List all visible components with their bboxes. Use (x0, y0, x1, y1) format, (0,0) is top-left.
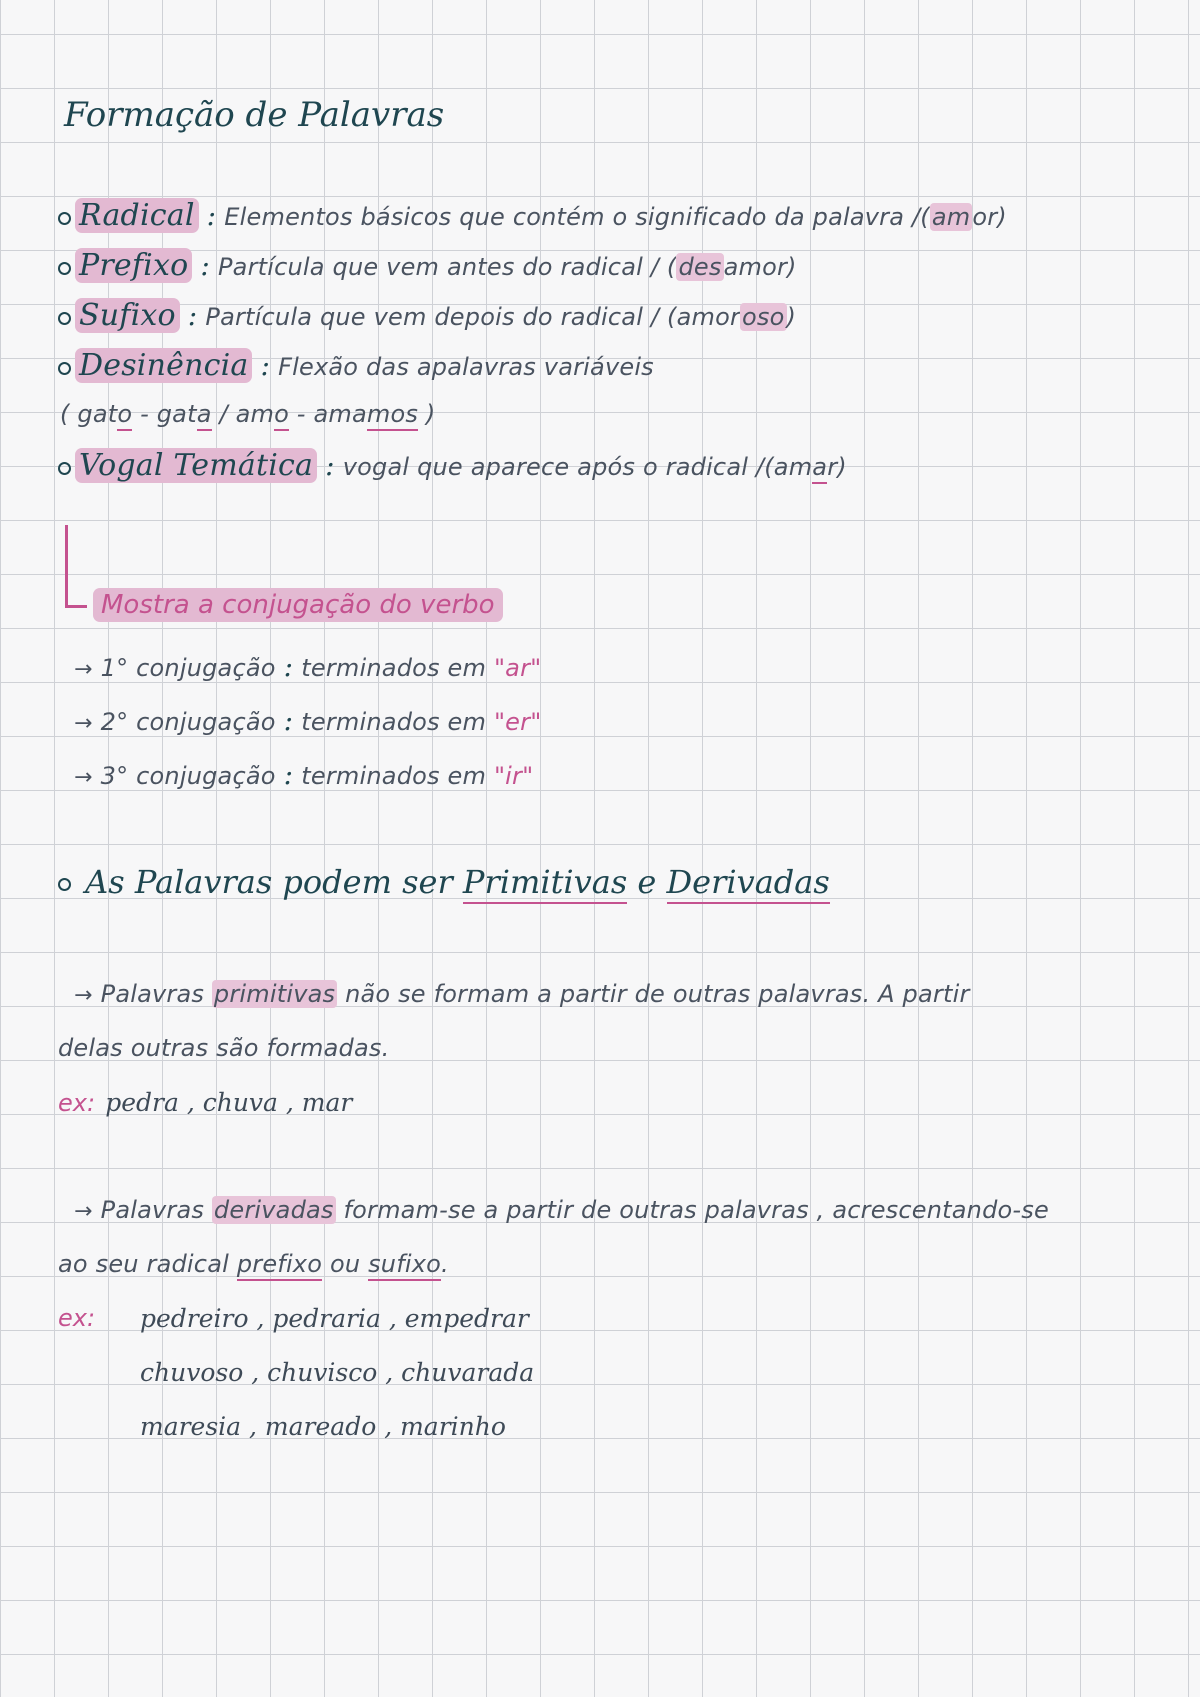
bullet-icon (58, 462, 71, 475)
colon-icon: : (206, 199, 217, 232)
conjugation-ending: "ar" (493, 654, 542, 682)
conjugation-row (74, 758, 533, 791)
arrow-right-icon: → (74, 983, 93, 1008)
conjugation-text: terminados em (301, 708, 487, 736)
colon-icon: : (283, 704, 294, 737)
conjugation-label: 1° conjugação (100, 654, 276, 682)
heading-primitivas: Primitivas (463, 863, 627, 904)
primitivas-line-2: delas outras são formadas. (58, 1034, 390, 1062)
example-highlight: oso (742, 303, 785, 331)
example-highlight: am (931, 203, 971, 231)
arrow-right-icon: → (74, 711, 93, 736)
definition-text: Elementos básicos que contém o significado da palavra /( (224, 203, 930, 231)
example-text: ( gat (60, 400, 118, 428)
highlight-primitivas: primitivas (213, 980, 336, 1008)
bullet-icon (58, 212, 71, 225)
definition-text: vogal que aparece após o radical /(am (342, 453, 813, 481)
definition-prefixo (58, 248, 797, 283)
bullet-icon (58, 312, 71, 325)
example-highlight: des (678, 253, 722, 281)
derivadas-examples (58, 1304, 95, 1332)
derivadas-example-line: chuvoso , chuvisco , chuvarada (140, 1358, 535, 1387)
primitivas-line-1 (74, 980, 970, 1008)
note-text: Mostra a conjugação do verbo (93, 588, 503, 622)
term-sufixo: Sufixo (75, 298, 180, 333)
example-label: ex: (58, 1304, 96, 1332)
ending-underline: a (197, 400, 212, 431)
paragraph-text: ou (329, 1250, 361, 1278)
definition-vogal-tematica (58, 448, 847, 483)
ending-underline: o (117, 400, 132, 431)
connector-arrow (65, 605, 87, 608)
definition-radical (58, 198, 1007, 233)
example-rest: r) (827, 453, 847, 481)
definition-text: Partícula que vem antes do radical / ( (218, 253, 677, 281)
conjugation-label: 3° conjugação (100, 762, 276, 790)
ending-underline: mos (367, 400, 418, 431)
arrow-right-icon: → (74, 1199, 93, 1224)
definition-sufixo (58, 298, 796, 333)
example-label: ex: (58, 1089, 96, 1117)
heading-derivadas: Derivadas (667, 863, 830, 904)
underline-prefixo: prefixo (237, 1250, 322, 1281)
connector-line (65, 525, 68, 607)
colon-icon: : (200, 249, 210, 282)
paragraph-text: . (441, 1250, 449, 1278)
term-prefixo: Prefixo (75, 248, 192, 283)
example-text: / am (211, 400, 275, 428)
word: Palavras (100, 1196, 205, 1224)
derivadas-example-line: maresia , mareado , marinho (140, 1412, 506, 1441)
derivadas-line-1 (74, 1196, 1049, 1224)
example-text: - gat (132, 400, 197, 428)
note-conjugation (93, 590, 503, 620)
derivadas-line-2 (58, 1250, 449, 1278)
colon-icon: : (187, 299, 198, 332)
definition-text: Flexão das apalavras variáveis (278, 353, 654, 381)
conjugation-ending: "ir" (493, 762, 534, 790)
definition-text: Partícula que vem depois do radical / (amor (205, 303, 741, 331)
highlight-derivadas: derivadas (213, 1196, 334, 1224)
colon-icon: : (283, 650, 294, 683)
paragraph-text: ao seu radical (58, 1250, 229, 1278)
ending-underline: o (274, 400, 289, 431)
conjugation-row (74, 650, 541, 683)
ending-underline: a (812, 453, 827, 484)
conjugation-label: 2° conjugação (100, 708, 276, 736)
example-text: ) (418, 400, 436, 428)
colon-icon: : (325, 449, 335, 482)
example-rest: or) (972, 203, 1007, 231)
conjugation-text: terminados em (301, 762, 487, 790)
term-vogal-tematica: Vogal Temática (75, 448, 317, 483)
section-heading (58, 863, 830, 901)
underline-sufixo: sufixo (368, 1250, 441, 1281)
heading-text: As Palavras podem ser (85, 863, 453, 901)
arrow-right-icon: → (74, 657, 93, 682)
paragraph-text: formam-se a partir de outras palavras , acrescentando-se (343, 1196, 1049, 1224)
paragraph-text: não se formam a partir de outras palavras. A partir (345, 980, 970, 1008)
example-rest: amor) (723, 253, 797, 281)
bullet-icon (58, 878, 71, 891)
desinencia-examples (60, 400, 435, 428)
arrow-right-icon: → (74, 765, 93, 790)
example-rest: ) (786, 303, 797, 331)
colon-icon: : (260, 349, 271, 382)
colon-icon: : (283, 758, 294, 791)
term-desinencia: Desinência (75, 348, 252, 383)
term-radical: Radical (75, 198, 199, 233)
definition-desinencia (58, 348, 654, 383)
example-words: pedra , chuva , mar (105, 1088, 353, 1117)
conjugation-text: terminados em (301, 654, 487, 682)
primitivas-examples (58, 1088, 352, 1117)
derivadas-example-line: pedreiro , pedraria , empedrar (140, 1304, 529, 1333)
bullet-icon (58, 262, 71, 275)
conjugation-row (74, 704, 541, 737)
heading-conjunction: e (637, 863, 657, 901)
example-text: - ama (288, 400, 367, 428)
page-title: Formação de Palavras (64, 95, 445, 135)
bullet-icon (58, 362, 71, 375)
word: Palavras (100, 980, 205, 1008)
conjugation-ending: "er" (493, 708, 542, 736)
